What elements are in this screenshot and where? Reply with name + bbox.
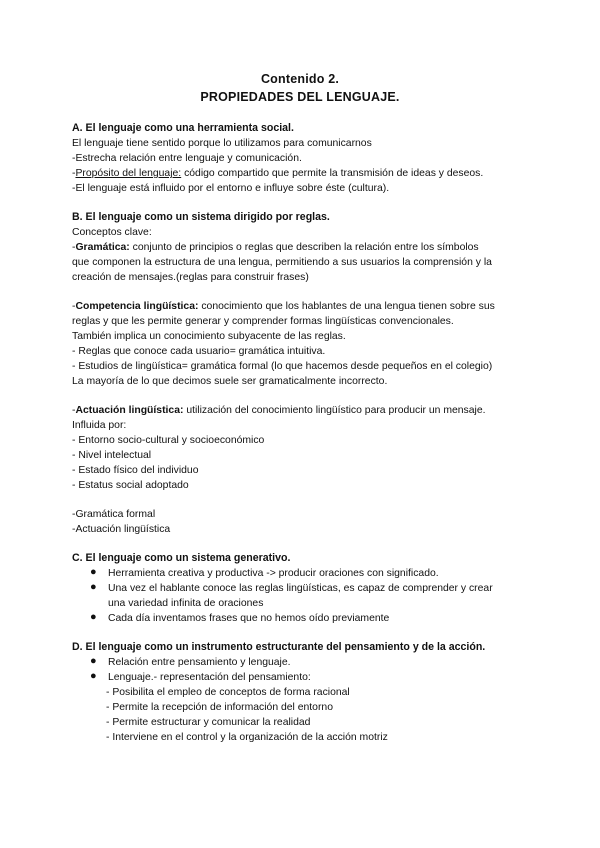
section-b-line: - Entorno socio-cultural y socioeconómico bbox=[72, 435, 265, 446]
bullet-icon: ● bbox=[90, 655, 97, 667]
list-item-continuation: una variedad infinita de oraciones bbox=[108, 598, 264, 609]
sub-list-item: - Posibilita el empleo de conceptos de forma racional bbox=[106, 687, 350, 698]
section-b-heading: B. El lenguaje como un sistema dirigido por reglas. bbox=[72, 211, 330, 223]
list-item: Relación entre pensamiento y lenguaje. bbox=[108, 657, 291, 668]
term-competencia: Competencia lingüística: bbox=[75, 301, 199, 312]
section-a-line bbox=[72, 167, 483, 180]
section-b-line: La mayoría de lo que decimos suele ser gramaticalmente incorrecto. bbox=[72, 376, 388, 387]
term-definition: conocimiento que los hablantes de una lengua tienen sobre sus bbox=[198, 301, 495, 312]
section-b-line: Influida por: bbox=[72, 420, 127, 431]
section-b-line: Conceptos clave: bbox=[72, 227, 152, 238]
section-b-line: que componen la estructura de una lengua, permitiendo a sus usuarios la comprensión y la bbox=[72, 257, 492, 268]
sub-list-item: - Permite la recepción de información del entorno bbox=[106, 702, 333, 713]
bullet-icon: ● bbox=[90, 581, 97, 593]
term-proposito: Propósito del lenguaje: bbox=[75, 168, 182, 179]
dash: - bbox=[72, 168, 76, 179]
section-b-line: - Estatus social adoptado bbox=[72, 480, 189, 491]
list-item: Lenguaje.- representación del pensamiento: bbox=[108, 672, 311, 683]
section-b-line: - Nivel intelectual bbox=[72, 450, 152, 461]
dash: - bbox=[72, 242, 76, 253]
section-b-line bbox=[72, 241, 479, 254]
page-title: Contenido 2. bbox=[260, 72, 340, 86]
section-b-line: creación de mensajes.(reglas para construir frases) bbox=[72, 272, 309, 283]
bullet-icon: ● bbox=[90, 611, 97, 623]
section-b-line: reglas y que les permite generar y comprender formas lingüísticas convencionales. bbox=[72, 316, 454, 327]
section-b-line bbox=[72, 300, 495, 313]
term-gramatica: Gramática: bbox=[75, 242, 130, 253]
bullet-icon: ● bbox=[90, 670, 97, 682]
list-item: Herramienta creativa y productiva -> producir oraciones con significado. bbox=[108, 568, 439, 579]
section-a-heading: A. El lenguaje como una herramienta social. bbox=[72, 122, 294, 134]
bullet-icon: ● bbox=[90, 566, 97, 578]
section-a-line: El lenguaje tiene sentido porque lo utilizamos para comunicarnos bbox=[72, 138, 372, 149]
list-item: Una vez el hablante conoce las reglas lingüísticas, es capaz de comprender y crear bbox=[108, 583, 493, 594]
section-b-line: -Gramática formal bbox=[72, 509, 156, 520]
section-d-heading: D. El lenguaje como un instrumento estructurante del pensamiento y de la acción. bbox=[72, 641, 486, 653]
section-b-line: - Estado físico del individuo bbox=[72, 465, 199, 476]
term-definition: conjunto de principios o reglas que describen la relación entre los símbolos bbox=[129, 242, 479, 253]
section-b-line: -Actuación lingüística bbox=[72, 524, 171, 535]
term-actuacion: Actuación lingüística: bbox=[75, 405, 184, 416]
term-definition: utilización del conocimiento lingüístico para producir un mensaje. bbox=[183, 405, 486, 416]
term-definition: código compartido que permite la transmisión de ideas y deseos. bbox=[181, 168, 484, 179]
section-b-line bbox=[72, 404, 486, 417]
section-b-line: También implica un conocimiento subyacente de las reglas. bbox=[72, 331, 346, 342]
sub-list-item: - Permite estructurar y comunicar la realidad bbox=[106, 717, 311, 728]
section-c-heading: C. El lenguaje como un sistema generativo. bbox=[72, 552, 291, 564]
section-a-line: -Estrecha relación entre lenguaje y comunicación. bbox=[72, 153, 302, 164]
section-b-line: - Estudios de lingüística= gramática formal (lo que hacemos desde pequeños en el colegio) bbox=[72, 361, 493, 372]
dash: - bbox=[72, 405, 76, 416]
section-a-line: -El lenguaje está influido por el entorno e influye sobre éste (cultura). bbox=[72, 183, 390, 194]
section-b-line: - Reglas que conoce cada usuario= gramática intuitiva. bbox=[72, 346, 326, 357]
dash: - bbox=[72, 301, 76, 312]
list-item: Cada día inventamos frases que no hemos oído previamente bbox=[108, 613, 390, 624]
page-subtitle: PROPIEDADES DEL LENGUAJE. bbox=[200, 90, 400, 104]
sub-list-item: - Interviene en el control y la organización de la acción motriz bbox=[106, 732, 388, 743]
